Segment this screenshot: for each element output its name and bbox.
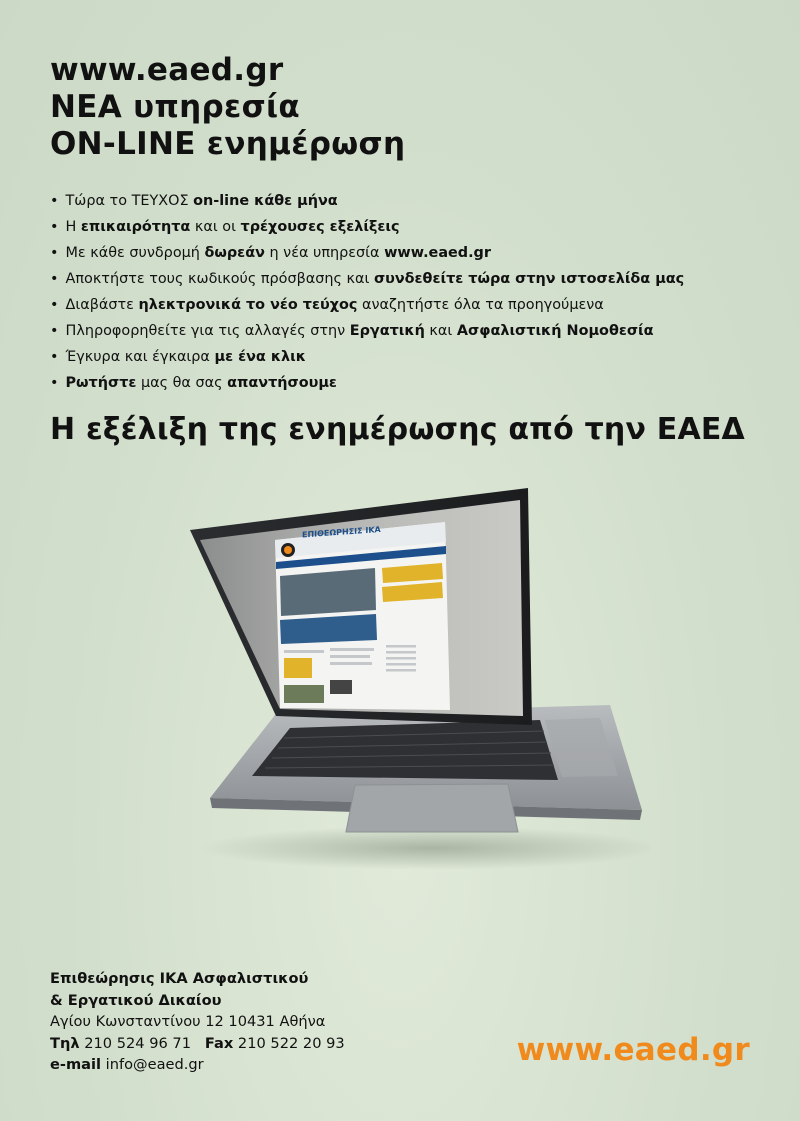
feature-text: Διαβάστε — [65, 297, 139, 313]
feature-item — [50, 188, 684, 214]
feature-text: μας θα σας — [136, 375, 228, 391]
contact-block — [50, 968, 345, 1076]
headline-new-service: ΝΕΑ υπηρεσία — [50, 89, 300, 125]
feature-text: τρέχουσες εξελίξεις — [240, 219, 400, 235]
feature-text: δωρεάν — [204, 245, 265, 261]
org-name-line1: Επιθεώρησις ΙΚΑ Ασφαλιστικού — [50, 970, 309, 987]
feature-text: αναζητήστε όλα τα προηγούμενα — [357, 297, 604, 313]
feature-text: με ένα κλικ — [214, 349, 306, 365]
headline — [50, 52, 405, 163]
email-line — [50, 1054, 345, 1076]
feature-text: Ασφαλιστική Νομοθεσία — [456, 323, 654, 339]
headline-url[interactable]: www.eaed.gr — [50, 52, 284, 88]
feature-text: ηλεκτρονικά το νέο τεύχος — [138, 297, 358, 313]
headline-online-update: ON-LINE ενημέρωση — [50, 126, 406, 162]
feature-item — [50, 292, 684, 318]
feature-text: συνδεθείτε τώρα στην ιστοσελίδα μας — [373, 271, 685, 287]
feature-text: Ρωτήστε — [65, 375, 137, 391]
feature-text: και — [424, 323, 457, 339]
phone-fax-line — [50, 1033, 345, 1055]
feature-text: Με κάθε συνδρομή — [65, 245, 205, 261]
feature-text: απαντήσουμε — [227, 375, 337, 391]
feature-text: www.eaed.gr — [384, 245, 491, 261]
website-mockup — [275, 522, 450, 710]
feature-item — [50, 240, 684, 266]
screen-site-title: ΕΠΙΘΕΩΡΗΣΙΣ ΙΚΑ — [302, 524, 381, 540]
feature-text: on-line κάθε μήνα — [193, 193, 338, 209]
tel-label: Τηλ — [50, 1034, 80, 1052]
feature-item — [50, 370, 684, 396]
org-name-line2: & Εργατικού Δικαίου — [50, 991, 222, 1009]
laptop-illustration — [180, 480, 650, 870]
feature-text: Εργατική — [349, 323, 425, 339]
keyboard-icon — [252, 720, 558, 780]
tagline: Η εξέλιξη της ενημέρωσης από την ΕΑΕΔ — [50, 412, 745, 447]
feature-text: Η — [65, 219, 81, 235]
fax-value: 210 522 20 93 — [233, 1034, 345, 1052]
feature-item — [50, 266, 684, 292]
feature-text: επικαιρότητα — [80, 219, 191, 235]
feature-text: Έγκυρα και έγκαιρα — [65, 349, 215, 365]
email-label: e-mail — [50, 1056, 102, 1073]
trackpad-icon — [346, 784, 518, 832]
feature-text: η νέα υπηρεσία — [264, 245, 385, 261]
feature-item — [50, 318, 684, 344]
footer-url-link[interactable]: www.eaed.gr — [516, 1032, 750, 1068]
feature-list — [50, 188, 684, 396]
feature-text: Αποκτήστε τους κωδικούς πρόσβασης και — [65, 271, 374, 287]
email-link[interactable]: info@eaed.gr — [101, 1056, 204, 1073]
feature-text: Τώρα το ΤΕΥΧΟΣ — [65, 193, 194, 209]
feature-item — [50, 214, 684, 240]
feature-item — [50, 344, 684, 370]
feature-text: Πληροφορηθείτε για τις αλλαγές στην — [65, 323, 350, 339]
feature-text: και οι — [190, 219, 241, 235]
fax-label: Fax — [204, 1034, 234, 1052]
address: Αγίου Κωνσταντίνου 12 10431 Αθήνα — [50, 1013, 326, 1030]
tel-value: 210 524 96 71 — [79, 1034, 191, 1052]
